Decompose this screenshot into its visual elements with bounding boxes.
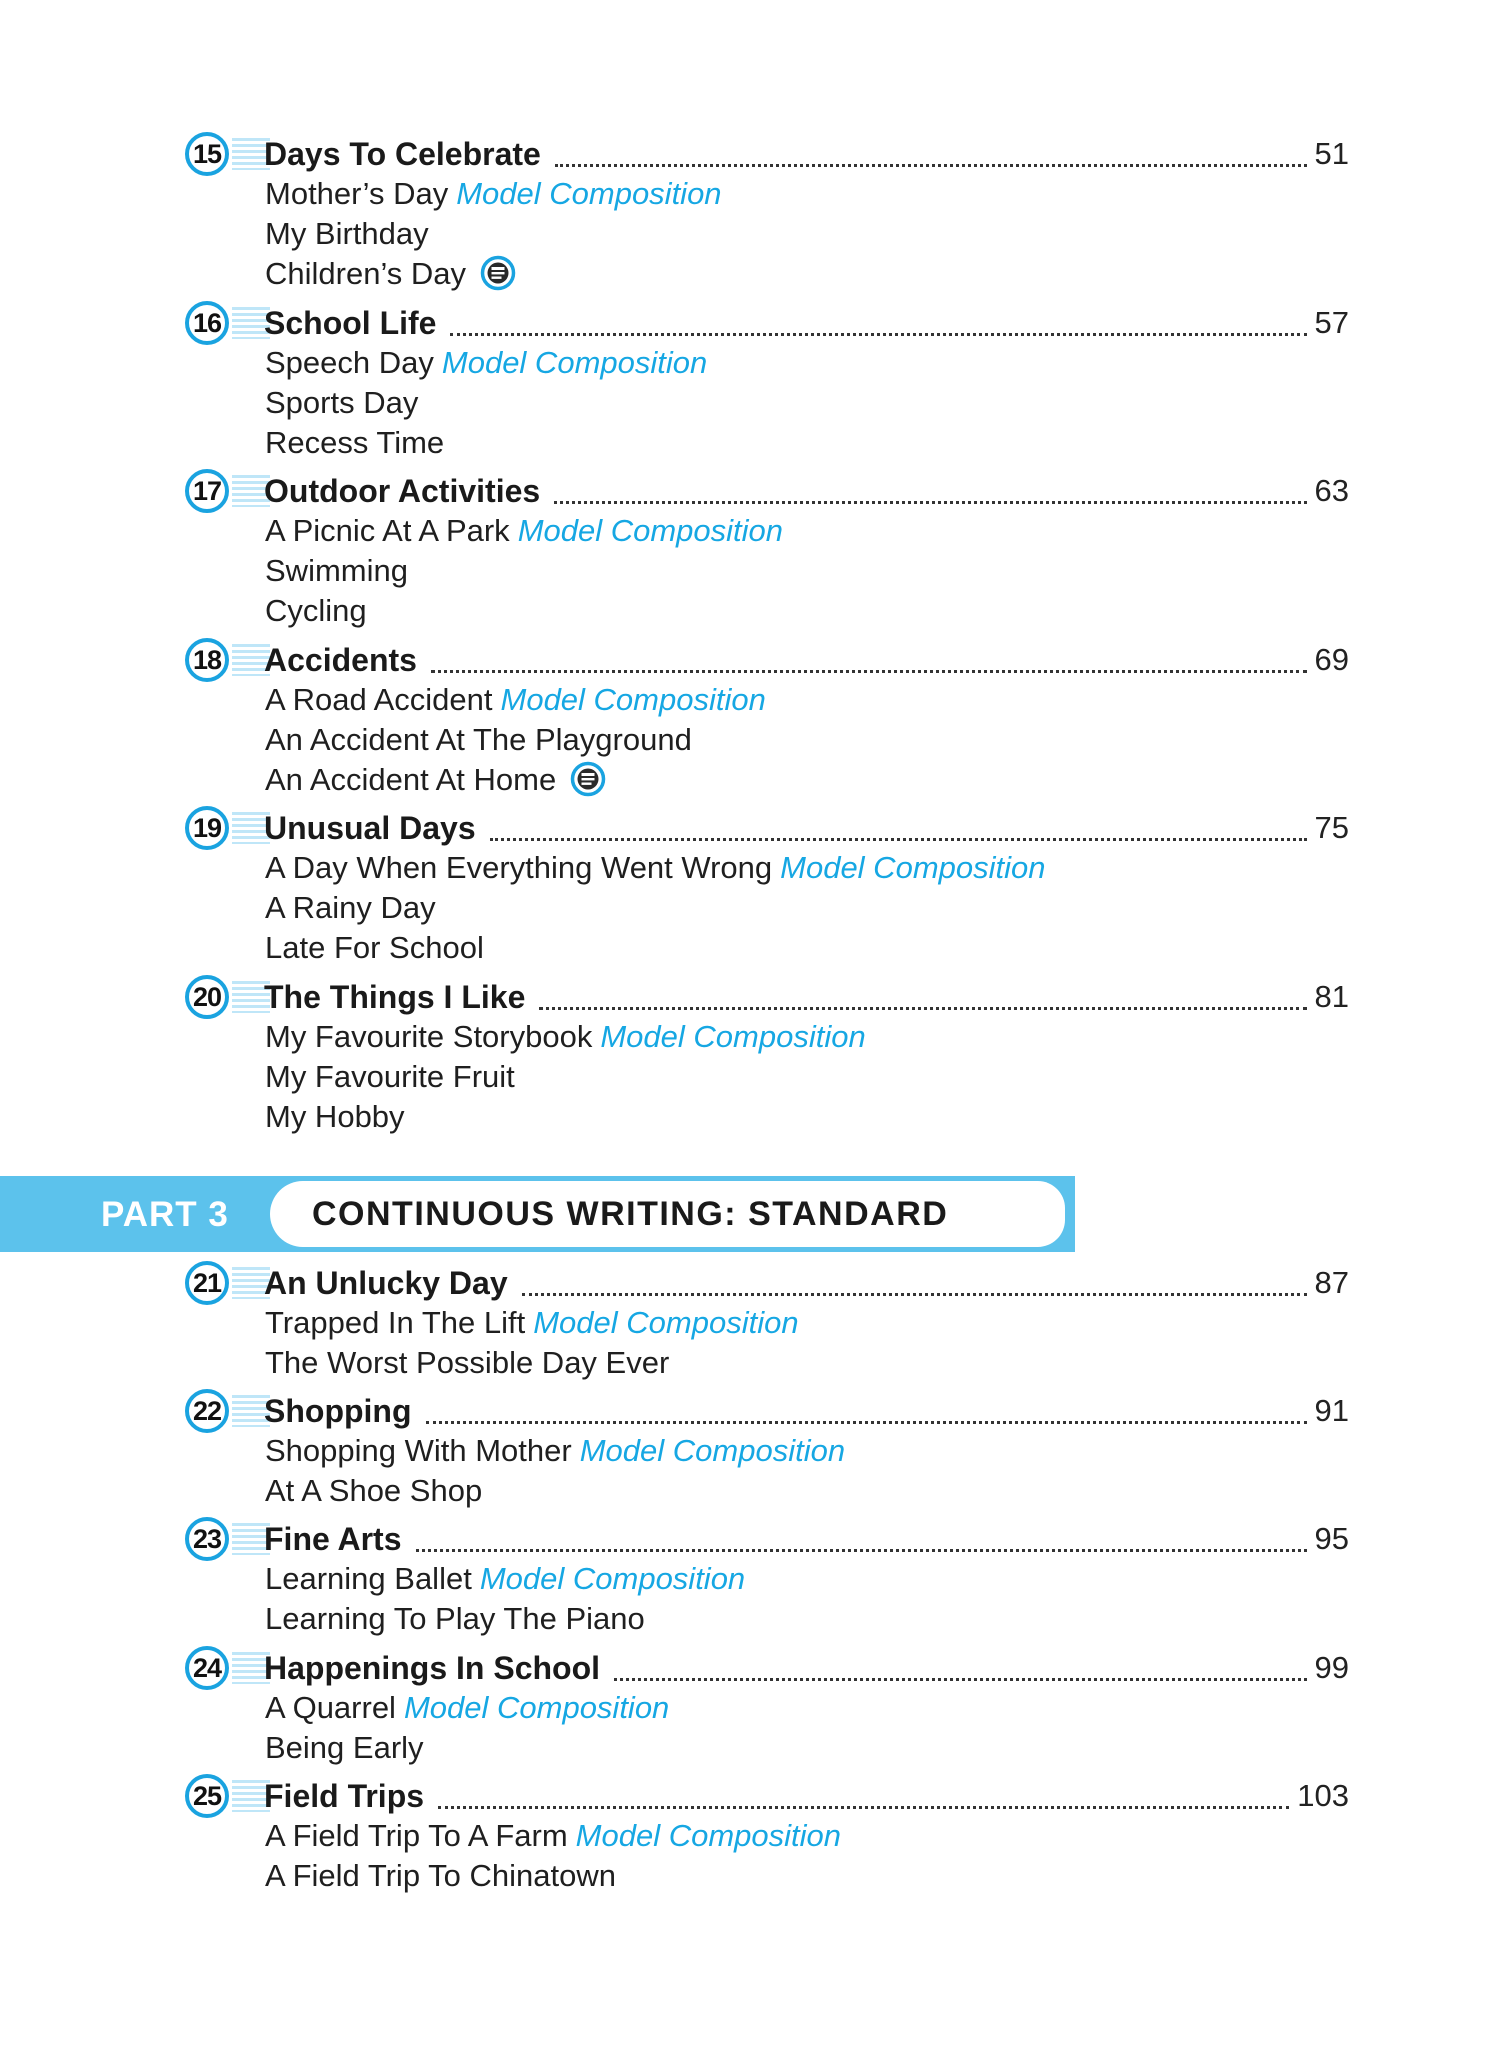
page-number: 91: [1314, 1393, 1349, 1428]
sub-topic: [0, 848, 1499, 888]
dot-leader: [426, 1401, 1307, 1424]
chapter-entry: [0, 808, 1499, 968]
sub-topic-title: A Field Trip To Chinatown: [265, 1858, 616, 1893]
chapter-number-badge: 18: [185, 638, 229, 682]
chapter-entry: [0, 1391, 1499, 1511]
chapter-entry: [0, 134, 1499, 294]
dot-leader: [416, 1529, 1307, 1552]
sub-topic: [0, 1097, 1499, 1137]
sub-topic-title: Being Early: [265, 1730, 424, 1765]
sub-topic-title: A Field Trip To A Farm: [265, 1818, 568, 1853]
chapter-title: School Life: [264, 305, 437, 341]
sub-topic: [0, 254, 1499, 294]
chapter-entry: [0, 303, 1499, 463]
sub-topic: [0, 1471, 1499, 1511]
chapter-number-badge: 24: [185, 1646, 229, 1690]
sub-topic: [0, 423, 1499, 463]
rewrite-icon: [570, 761, 606, 797]
sub-topic: [0, 551, 1499, 591]
sub-topic: [0, 1017, 1499, 1057]
chapter-number-badge: 19: [185, 806, 229, 850]
sub-topic-title: An Accident At The Playground: [265, 722, 692, 757]
chapter-heading: [0, 303, 1499, 343]
chapter-entry: [0, 1263, 1499, 1383]
chapter-number-badge: 17: [185, 469, 229, 513]
sub-topic: [0, 1599, 1499, 1639]
sub-topic: [0, 1057, 1499, 1097]
chapter-number-badge: 25: [185, 1774, 229, 1818]
page-number: 81: [1314, 979, 1349, 1014]
sub-topic-title: Speech Day: [265, 345, 434, 380]
page-number: 103: [1297, 1778, 1349, 1813]
model-composition-label: Model Composition: [500, 682, 766, 717]
sub-topic: [0, 1856, 1499, 1896]
model-composition-label: Model Composition: [533, 1305, 799, 1340]
sub-topic-title: A Road Accident: [265, 682, 493, 717]
model-composition-label: Model Composition: [579, 1433, 846, 1468]
chapter-heading: [0, 1519, 1499, 1559]
sub-topic-title: A Rainy Day: [265, 890, 436, 925]
sub-topic-title: Learning Ballet: [265, 1561, 472, 1596]
sub-topic-title: Swimming: [265, 553, 408, 588]
dot-leader: [522, 1273, 1307, 1296]
chapter-heading: [0, 640, 1499, 680]
chapter-number-badge: 21: [185, 1261, 229, 1305]
chapter-heading: [0, 1263, 1499, 1303]
chapter-number-badge: 22: [185, 1389, 229, 1433]
sub-topic: [0, 888, 1499, 928]
model-composition-label: Model Composition: [479, 1561, 746, 1596]
chapter-title: Accidents: [264, 642, 417, 678]
chapter-heading: [0, 1776, 1499, 1816]
part-title: CONTINUOUS WRITING: STANDARD: [312, 1195, 949, 1233]
sub-topic-title: My Favourite Fruit: [265, 1059, 515, 1094]
chapter-entry: [0, 1776, 1499, 1896]
dot-leader: [438, 1786, 1289, 1809]
sub-topic-title: A Picnic At A Park: [265, 513, 510, 548]
sub-topic: [0, 1728, 1499, 1768]
sub-topic-title: A Quarrel: [265, 1690, 396, 1725]
sub-topic-title: A Day When Everything Went Wrong: [265, 850, 773, 885]
sub-topic-title: Recess Time: [265, 425, 445, 460]
chapter-number-badge: 16: [185, 301, 229, 345]
chapter-title: An Unlucky Day: [264, 1265, 508, 1301]
sub-topic-title: Cycling: [265, 593, 367, 628]
sub-topic: [0, 214, 1499, 254]
model-composition-label: Model Composition: [441, 345, 708, 380]
chapter-number-badge: 23: [185, 1517, 229, 1561]
chapter-title: Unusual Days: [264, 810, 476, 846]
sub-topic-title: Sports Day: [265, 385, 419, 420]
model-composition-label: Model Composition: [600, 1019, 866, 1054]
sub-topic-title: My Birthday: [265, 216, 429, 251]
sub-topic: [0, 1431, 1499, 1471]
chapter-heading: [0, 134, 1499, 174]
chapter-title: Happenings In School: [264, 1650, 601, 1686]
sub-topic: [0, 1343, 1499, 1383]
sub-topic: [0, 383, 1499, 423]
model-composition-label: Model Composition: [780, 850, 1046, 885]
chapter-entry: [0, 471, 1499, 631]
chapter-entry: [0, 640, 1499, 800]
sub-topic: [0, 591, 1499, 631]
model-composition-label: Model Composition: [575, 1818, 842, 1853]
chapter-heading: [0, 1391, 1499, 1431]
page-number: 57: [1314, 305, 1349, 340]
chapter-entry: [0, 1648, 1499, 1768]
page-number: 95: [1314, 1521, 1349, 1556]
dot-leader: [490, 818, 1307, 841]
sub-topic: [0, 1559, 1499, 1599]
dot-leader: [614, 1658, 1307, 1681]
dot-leader: [539, 987, 1307, 1010]
sub-topic: [0, 1688, 1499, 1728]
page-number: 87: [1314, 1265, 1349, 1300]
chapter-title: Field Trips: [264, 1778, 425, 1814]
sub-topic: [0, 1303, 1499, 1343]
chapter-entry: [0, 1519, 1499, 1639]
chapter-number-badge: 20: [185, 975, 229, 1019]
sub-topic-title: Learning To Play The Piano: [265, 1601, 645, 1636]
part-label: PART 3: [101, 1195, 229, 1234]
sub-topic: [0, 1816, 1499, 1856]
page-number: 63: [1314, 473, 1349, 508]
sub-topic-title: My Favourite Storybook: [265, 1019, 593, 1054]
sub-topic-title: Shopping With Mother: [265, 1433, 572, 1468]
sub-topic: [0, 511, 1499, 551]
sub-topic-title: Mother’s Day: [265, 176, 449, 211]
model-composition-label: Model Composition: [517, 513, 784, 548]
page-number: 69: [1314, 642, 1349, 677]
chapter-title: Shopping: [264, 1393, 412, 1429]
rewrite-icon: [480, 255, 516, 291]
sub-topic-title: At A Shoe Shop: [265, 1473, 483, 1508]
sub-topic: [0, 680, 1499, 720]
sub-topic: [0, 760, 1499, 800]
chapter-title: Fine Arts: [264, 1521, 402, 1557]
chapter-heading: [0, 471, 1499, 511]
page-number: 99: [1314, 1650, 1349, 1685]
sub-topic-title: My Hobby: [265, 1099, 405, 1134]
sub-topic-title: The Worst Possible Day Ever: [265, 1345, 670, 1380]
dot-leader: [450, 313, 1307, 336]
sub-topic-title: An Accident At Home: [265, 762, 557, 797]
chapter-heading: [0, 808, 1499, 848]
dot-leader: [555, 144, 1307, 167]
chapter-heading: [0, 1648, 1499, 1688]
dot-leader: [554, 481, 1307, 504]
sub-topic-title: Trapped In The Lift: [265, 1305, 526, 1340]
sub-topic-title: Children’s Day: [265, 256, 467, 291]
sub-topic: [0, 720, 1499, 760]
sub-topic: [0, 174, 1499, 214]
model-composition-label: Model Composition: [456, 176, 722, 211]
page-number: 51: [1314, 136, 1349, 171]
chapter-entry: [0, 977, 1499, 1137]
chapter-title: Outdoor Activities: [264, 473, 541, 509]
chapter-heading: [0, 977, 1499, 1017]
sub-topic: [0, 343, 1499, 383]
chapter-number-badge: 15: [185, 132, 229, 176]
chapter-title: Days To Celebrate: [264, 136, 541, 172]
dot-leader: [431, 650, 1307, 673]
model-composition-label: Model Composition: [403, 1690, 670, 1725]
chapter-title: The Things I Like: [264, 979, 526, 1015]
sub-topic: [0, 928, 1499, 968]
page-number: 75: [1314, 810, 1349, 845]
sub-topic-title: Late For School: [265, 930, 484, 965]
